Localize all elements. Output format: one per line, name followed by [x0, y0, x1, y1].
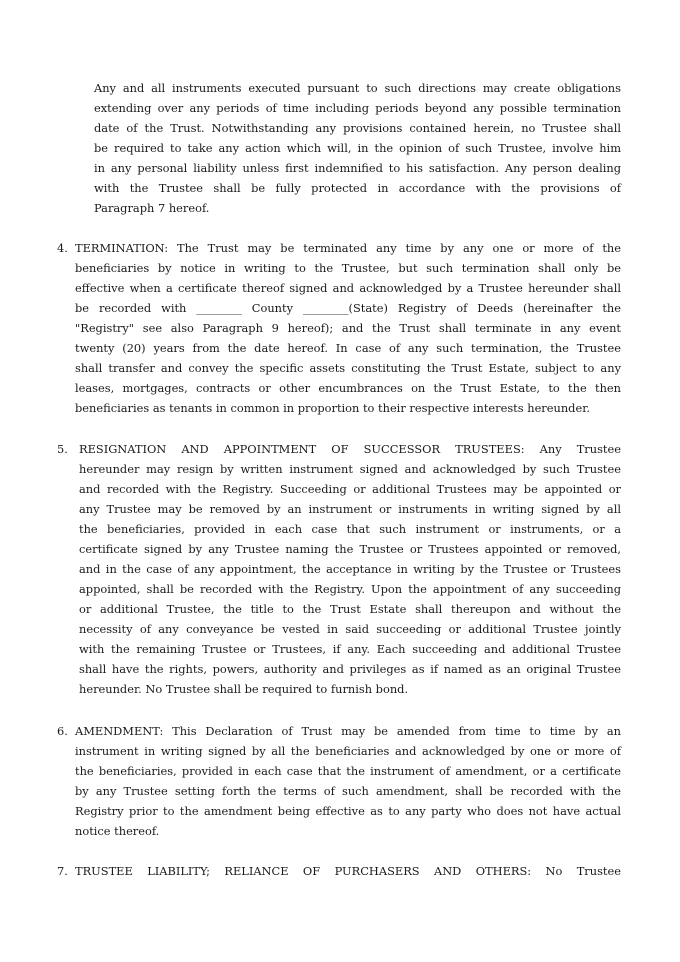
paragraph-line: notice thereof.	[75, 824, 160, 838]
paragraph-line: Paragraph 7 hereof.	[94, 201, 210, 215]
paragraph-line: twenty (20) years from the date hereof. In case of any such termination, the Trustee	[75, 341, 621, 355]
paragraph-line: Any and all instruments executed pursuant to such directions may create obligations	[94, 81, 621, 95]
paragraph-line: with the remaining Trustee or Trustees, if any. Each succeeding and additional Trustee	[79, 642, 621, 656]
paragraph-line: effective when a certificate thereof signed and acknowledged by a Trustee hereunder shall	[75, 281, 621, 295]
paragraph-line: be recorded with ________ County ________(State) Registry of Deeds (hereinafter the	[75, 301, 621, 315]
paragraph-line: instrument in writing signed by all the beneficiaries and acknowledged by one or more of	[75, 744, 621, 758]
paragraph-line: and recorded with the Registry. Succeeding or additional Trustees may be appointed or	[79, 482, 621, 496]
paragraph-line: certificate signed by any Trustee naming the Trustee or Trustees appointed or removed,	[79, 542, 621, 556]
section-heading-line: TRUSTEE LIABILITY; RELIANCE OF PURCHASERS AND OTHERS: No Trustee	[75, 864, 621, 878]
paragraph-line: shall have the rights, powers, authority and privileges as if named as an original Trustee	[79, 662, 621, 676]
paragraph-line: be required to take any action which will, in the opinion of such Trustee, involve him	[94, 141, 621, 155]
paragraph-line: beneficiaries as tenants in common in proportion to their respective interests hereunder.	[75, 401, 591, 415]
paragraph-line: "Registry" see also Paragraph 9 hereof); and the Trust shall terminate in any event	[75, 321, 621, 335]
section-heading-line: RESIGNATION AND APPOINTMENT OF SUCCESSOR TRUSTEES: Any Trustee	[79, 442, 621, 456]
paragraph-line: beneficiaries by notice in writing to the Trustee, but such termination shall only be	[75, 261, 621, 275]
section-number: 5.	[57, 442, 68, 456]
paragraph-line: by any Trustee setting forth the terms of such amendment, shall be recorded with the	[75, 784, 621, 798]
paragraph-line: the beneficiaries, provided in each case that such instrument or instruments, or a	[79, 522, 621, 536]
section-number: 7.	[57, 864, 68, 878]
paragraph-line: extending over any periods of time including periods beyond any possible termination	[94, 101, 621, 115]
section-number: 6.	[57, 724, 68, 738]
paragraph-line: in any personal liability unless first indemnified to his satisfaction. Any person dealing	[94, 161, 621, 175]
section-heading-line: TERMINATION: The Trust may be terminated any time by any one or more of the	[75, 241, 621, 255]
paragraph-line: hereunder. No Trustee shall be required to furnish bond.	[79, 682, 409, 696]
section-heading-line: AMENDMENT: This Declaration of Trust may be amended from time to time by an	[75, 724, 621, 738]
paragraph-line: or additional Trustee, the title to the Trust Estate shall thereupon and without the	[79, 602, 621, 616]
paragraph-line: the beneficiaries, provided in each case that the instrument of amendment, or a certificate	[75, 764, 621, 778]
paragraph-line: with the Trustee shall be fully protected in accordance with the provisions of	[94, 181, 621, 195]
paragraph-line: shall transfer and convey the specific assets constituting the Trust Estate, subject to any	[75, 361, 621, 375]
paragraph-line: necessity of any conveyance be vested in said succeeding or additional Trustee jointly	[79, 622, 621, 636]
paragraph-line: Registry prior to the amendment being effective as to any party who does not have actual	[75, 804, 621, 818]
paragraph-line: date of the Trust. Notwithstanding any provisions contained herein, no Trustee shall	[94, 121, 621, 135]
paragraph-line: and in the case of any appointment, the acceptance in writing by the Trustee or Trustees	[79, 562, 621, 576]
paragraph-line: leases, mortgages, contracts or other encumbrances on the Trust Estate, to the then	[75, 381, 621, 395]
paragraph-line: any Trustee may be removed by an instrument or instruments in writing signed by all	[79, 502, 621, 516]
paragraph-line: hereunder may resign by written instrument signed and acknowledged by such Trustee	[79, 462, 621, 476]
section-number: 4.	[57, 241, 68, 255]
paragraph-line: appointed, shall be recorded with the Registry. Upon the appointment of any succeeding	[79, 582, 621, 596]
